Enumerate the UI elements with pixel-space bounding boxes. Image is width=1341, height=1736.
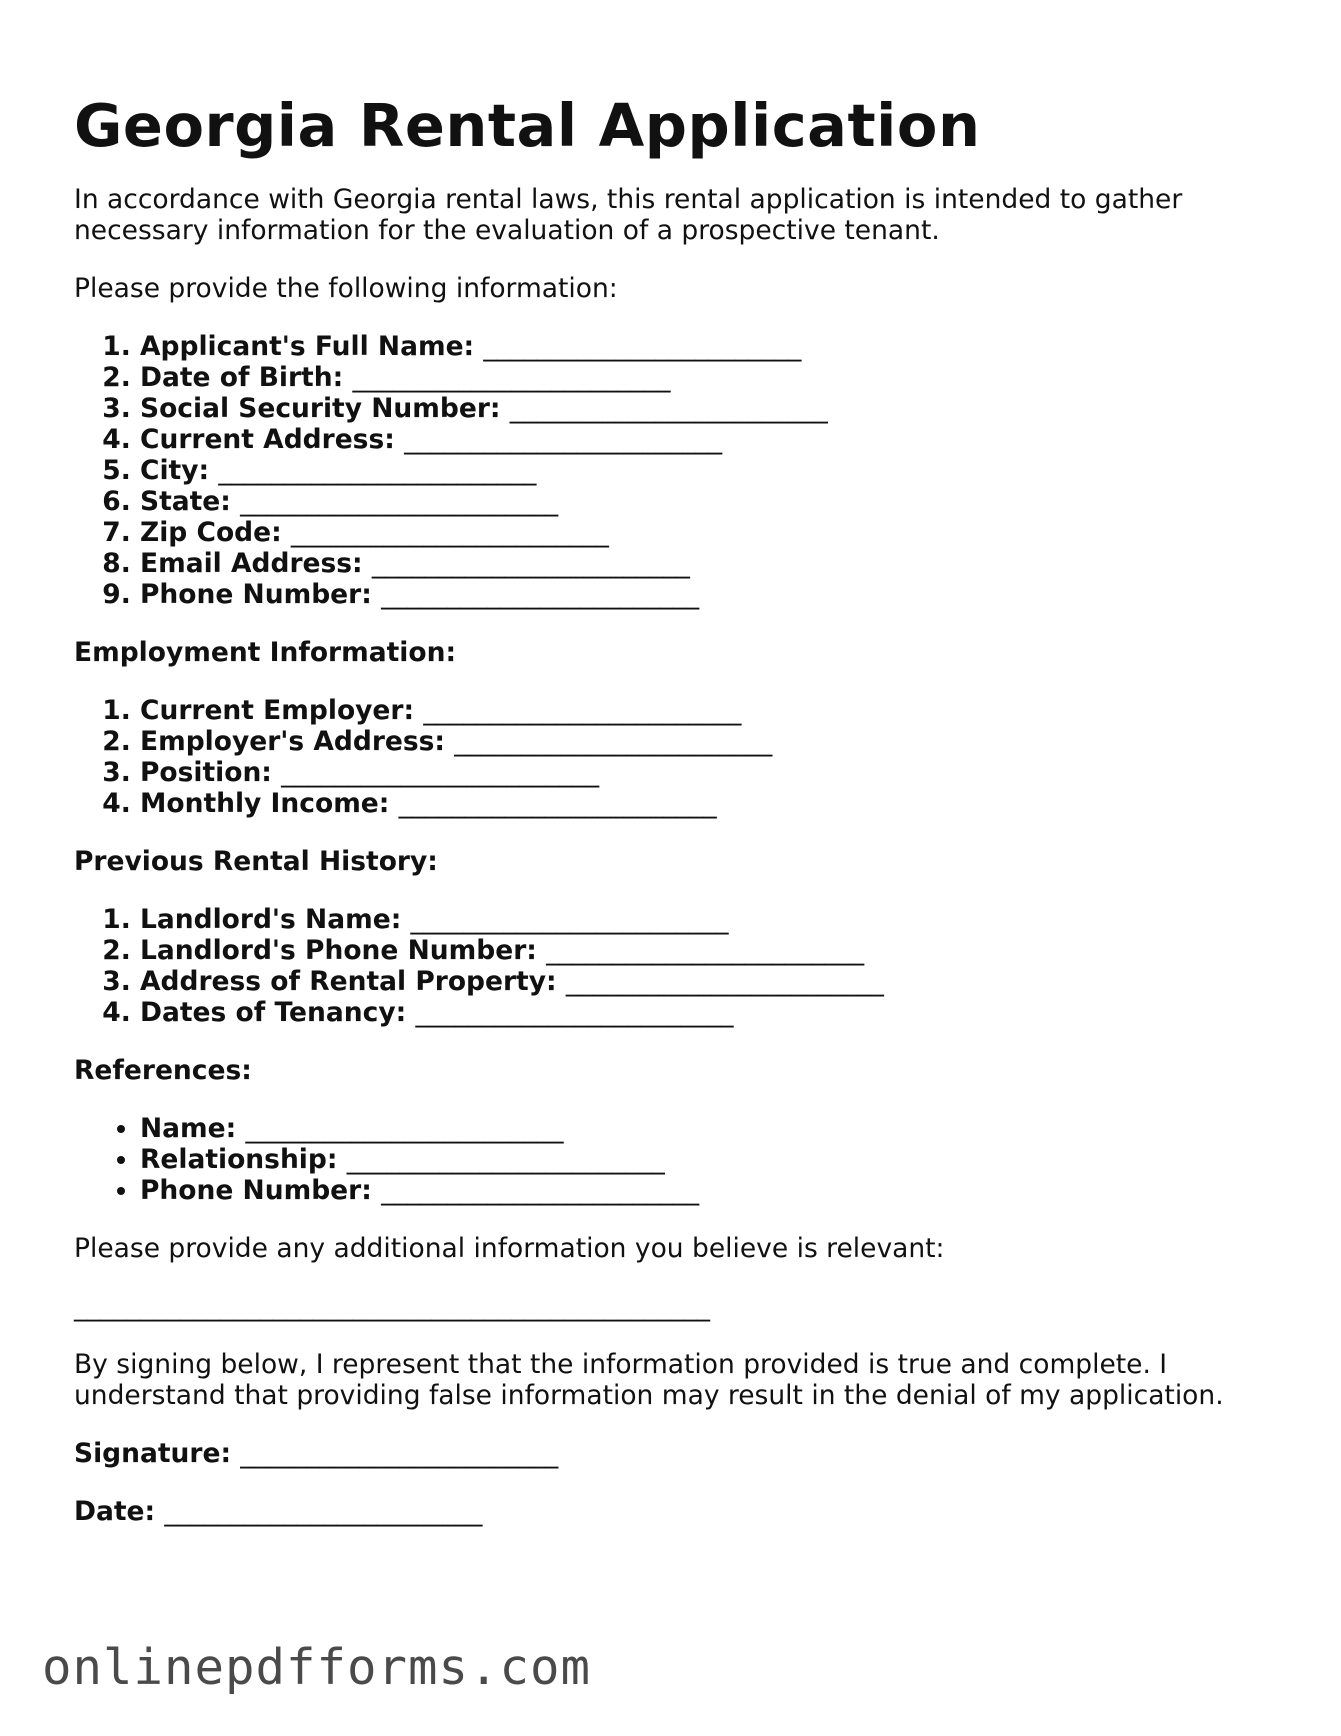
list-item: 8. Email Address: ________________________ — [140, 548, 1274, 579]
fill-in-blank[interactable]: ________________________ — [352, 362, 671, 393]
list-item: 1. Landlord's Name: ________________________ — [140, 904, 1274, 935]
fill-in-blank[interactable]: ________________________ — [218, 455, 537, 486]
list-item: 3. Address of Rental Property: ________________________ — [140, 966, 1274, 997]
rental-history-fields-list — [74, 904, 1274, 1028]
date-blank[interactable]: ________________________ — [164, 1496, 483, 1527]
list-item: 7. Zip Code: ________________________ — [140, 517, 1274, 548]
fill-in-blank[interactable]: ________________________ — [290, 517, 609, 548]
list-item: 2. Employer's Address: ________________________ — [140, 726, 1274, 757]
additional-info-blank[interactable]: ________________________________________________ — [74, 1291, 710, 1322]
intro-paragraph: In accordance with Georgia rental laws, this rental application is intended to gather necessary information for the evaluation of a prospective tenant. — [74, 184, 1183, 246]
document-body — [74, 90, 1274, 1527]
fill-in-blank[interactable]: ________________________ — [240, 486, 559, 517]
fill-in-blank[interactable]: ________________________ — [381, 579, 700, 610]
signature-line — [74, 1438, 1274, 1469]
list-item: 9. Phone Number: ________________________ — [140, 579, 1274, 610]
fill-in-blank[interactable]: ________________________ — [423, 695, 742, 726]
list-item: 2. Landlord's Phone Number: ________________________ — [140, 935, 1274, 966]
fill-in-blank[interactable]: ________________________ — [346, 1144, 665, 1175]
date-label: Date: — [74, 1496, 156, 1527]
list-item: 2. Date of Birth: ________________________ — [140, 362, 1274, 393]
list-item: 4. Current Address: ________________________ — [140, 424, 1274, 455]
list-item: • Name: ________________________ — [140, 1113, 1274, 1144]
instructions-prompt: Please provide the following information: — [74, 273, 618, 304]
fill-in-blank[interactable]: ________________________ — [410, 904, 729, 935]
list-item: • Relationship: ________________________ — [140, 1144, 1274, 1175]
fill-in-blank[interactable]: ________________________ — [415, 997, 734, 1028]
fill-in-blank[interactable]: ________________________ — [509, 393, 828, 424]
date-line — [74, 1496, 1274, 1527]
applicant-fields-list — [74, 331, 1274, 610]
list-item: 5. City: ________________________ — [140, 455, 1274, 486]
references-heading: References: — [74, 1055, 252, 1086]
rental-history-heading: Previous Rental History: — [74, 846, 438, 877]
fill-in-blank[interactable]: ________________________ — [546, 935, 865, 966]
signature-blank[interactable]: ________________________ — [240, 1438, 559, 1469]
fill-in-blank[interactable]: ________________________ — [281, 757, 600, 788]
fill-in-blank[interactable]: ________________________ — [381, 1175, 700, 1206]
list-item: 4. Dates of Tenancy: ________________________ — [140, 997, 1274, 1028]
list-item: 1. Applicant's Full Name: ________________________ — [140, 331, 1274, 362]
list-item: 3. Position: ________________________ — [140, 757, 1274, 788]
references-fields-list — [74, 1113, 1274, 1206]
employment-fields-list — [74, 695, 1274, 819]
list-item: 6. State: ________________________ — [140, 486, 1274, 517]
list-item: 3. Social Security Number: ________________________ — [140, 393, 1274, 424]
fill-in-blank[interactable]: ________________________ — [398, 788, 717, 819]
fill-in-blank[interactable]: ________________________ — [565, 966, 884, 997]
signature-label: Signature: — [74, 1438, 232, 1469]
page-title: Georgia Rental Application — [74, 91, 981, 160]
fill-in-blank[interactable]: ________________________ — [454, 726, 773, 757]
fill-in-blank[interactable]: ________________________ — [404, 424, 723, 455]
fill-in-blank[interactable]: ________________________ — [371, 548, 690, 579]
attestation-paragraph: By signing below, I represent that the information provided is true and complete. I understand that providing false information may result in the denial of my application. — [74, 1349, 1224, 1411]
fill-in-blank[interactable]: ________________________ — [483, 331, 802, 362]
list-item: • Phone Number: ________________________ — [140, 1175, 1274, 1206]
list-item: 1. Current Employer: ________________________ — [140, 695, 1274, 726]
fill-in-blank[interactable]: ________________________ — [245, 1113, 564, 1144]
list-item: 4. Monthly Income: ________________________ — [140, 788, 1274, 819]
watermark: onlinepdfforms.com — [42, 1639, 592, 1696]
employment-heading: Employment Information: — [74, 637, 457, 668]
additional-info-prompt: Please provide any additional information you believe is relevant: — [74, 1233, 945, 1264]
